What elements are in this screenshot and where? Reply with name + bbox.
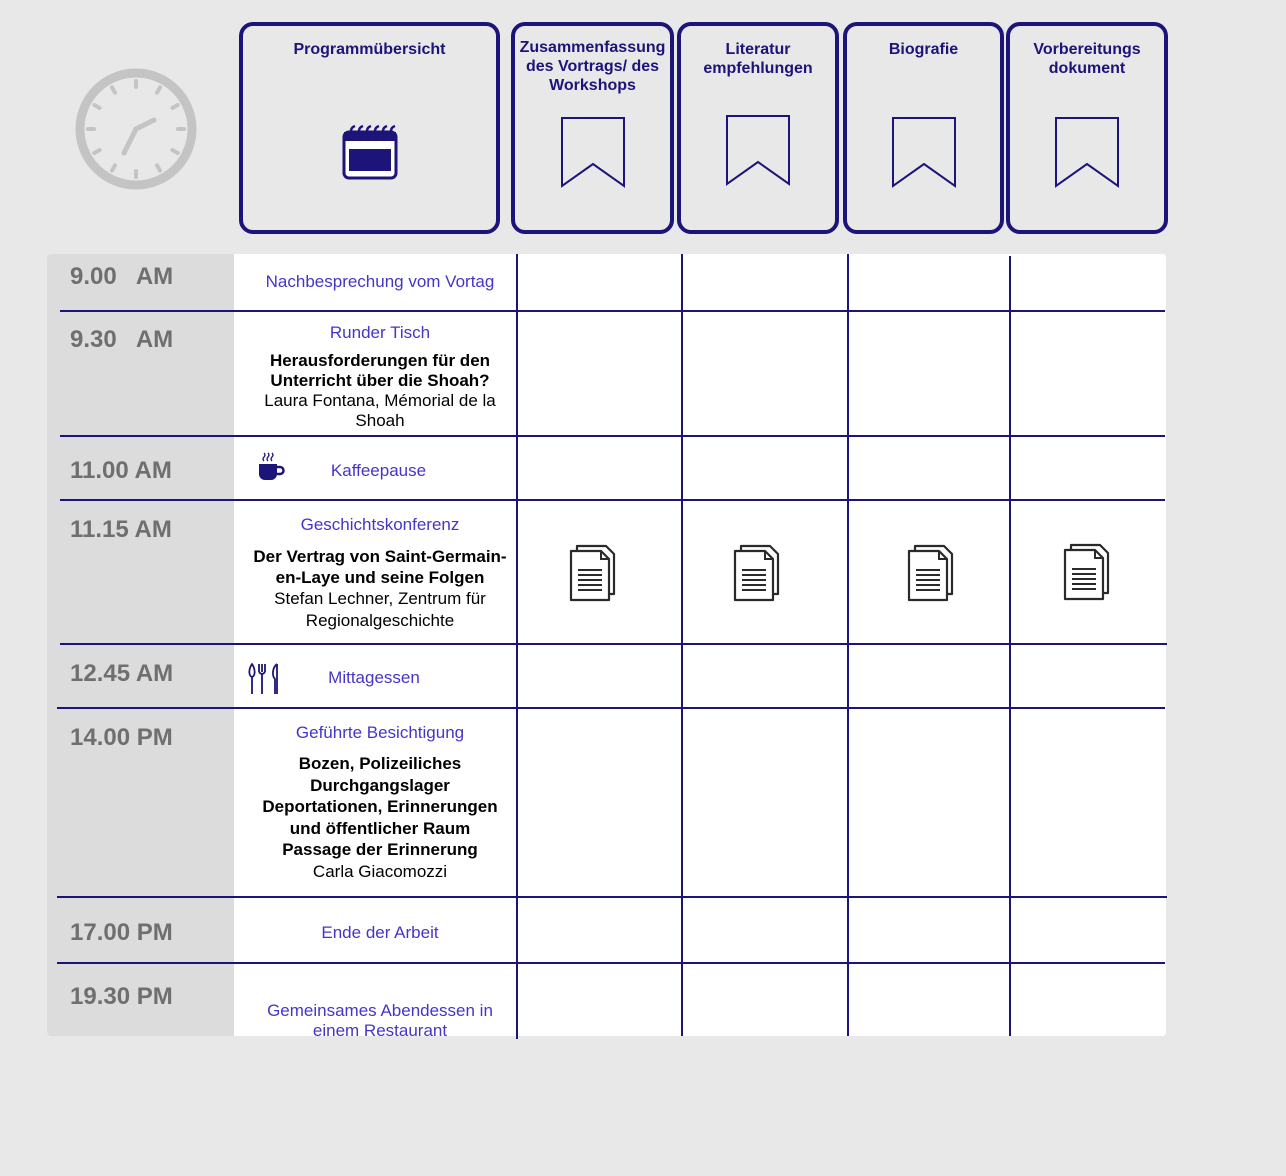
schedule-entry [244, 514, 516, 632]
document-icon[interactable] [1062, 543, 1112, 601]
time-label: 12.45 AM [70, 660, 174, 687]
column-divider [681, 254, 683, 1036]
calendar-icon [340, 122, 400, 184]
time-label: 9.00 AM [70, 263, 174, 290]
bookmark-icon [560, 116, 626, 188]
schedule-entry [244, 722, 516, 882]
schedule-entry [244, 322, 516, 431]
time-label: 19.30 PM [70, 983, 173, 1010]
bookmark-icon [725, 114, 791, 186]
tab-programmuebersicht[interactable] [239, 22, 500, 234]
clock-icon [74, 67, 198, 191]
tab-zusammenfassung-label: Zusammenfassung des Vortrags/ des Workshops [519, 39, 666, 94]
cutlery-icon [248, 662, 282, 696]
tab-biografie[interactable] [843, 22, 1004, 234]
entry-speaker: Laura Fontana, Mémorial de la Shoah [264, 391, 496, 430]
row-divider [60, 310, 1165, 312]
time-label: 11.00 AM [70, 457, 172, 484]
tab-vorbereitungsdokument[interactable] [1006, 22, 1168, 234]
row-divider [60, 643, 1167, 645]
entry-category: Ende der Arbeit [321, 923, 439, 942]
document-icon[interactable] [568, 544, 618, 602]
time-label: 17.00 PM [70, 919, 173, 946]
entry-title: Herausforderungen für den Unterricht über die Shoah? [269, 351, 491, 390]
column-divider [516, 254, 518, 1039]
entry-speaker: Carla Giacomozzi [312, 861, 448, 881]
bookmark-icon [891, 116, 957, 188]
entry-title: Bozen, Polizeiliches Durchgangslager Deportationen, Erinnerungen und öffentlicher Raum Passage der Erinnerung [262, 754, 498, 859]
row-divider [60, 499, 1165, 501]
entry-category: Geführte Besichtigung [295, 723, 465, 742]
time-label: 14.00 PM [70, 724, 173, 751]
tab-zusammenfassung[interactable] [511, 22, 674, 234]
document-icon[interactable] [732, 544, 782, 602]
row-divider [60, 435, 1165, 437]
entry-category: Kaffeepause [330, 461, 427, 480]
schedule-entry [244, 980, 516, 1062]
row-divider [57, 962, 1165, 964]
bookmark-icon [1054, 116, 1120, 188]
schedule-entry [300, 667, 448, 688]
row-divider [57, 707, 1165, 709]
tab-vorbereitungsdokument-label: Vorbereitungs dokument [1033, 41, 1141, 77]
time-label: 11.15 AM [70, 516, 172, 543]
schedule-entry [244, 922, 516, 943]
tab-literatur[interactable] [677, 22, 839, 234]
entry-category: Nachbesprechung vom Vortag [265, 272, 495, 291]
document-icon[interactable] [906, 544, 956, 602]
tab-literatur-label: Literatur empfehlungen [703, 41, 813, 77]
row-divider [57, 896, 1167, 898]
coffee-cup-icon [256, 452, 286, 482]
column-divider [847, 254, 849, 1036]
entry-title: Der Vertrag von Saint-Germain- en-Laye und seine Folgen [253, 547, 507, 587]
schedule-entry [300, 460, 457, 481]
schedule-entry [244, 271, 516, 292]
time-label: 9.30 AM [70, 326, 174, 353]
entry-category: Runder Tisch [329, 323, 431, 342]
entry-category: Mittagessen [328, 668, 420, 687]
entry-speaker: Stefan Lechner, Zentrum für Regionalgeschichte [274, 589, 486, 630]
tab-programmuebersicht-label: Programmübersicht [293, 41, 446, 58]
column-divider [1009, 256, 1011, 1036]
entry-category: Gemeinsames Abendessen in einem Restaurant [267, 1001, 493, 1040]
entry-category: Geschichtskonferenz [300, 515, 460, 534]
tab-biografie-label: Biografie [888, 41, 959, 58]
